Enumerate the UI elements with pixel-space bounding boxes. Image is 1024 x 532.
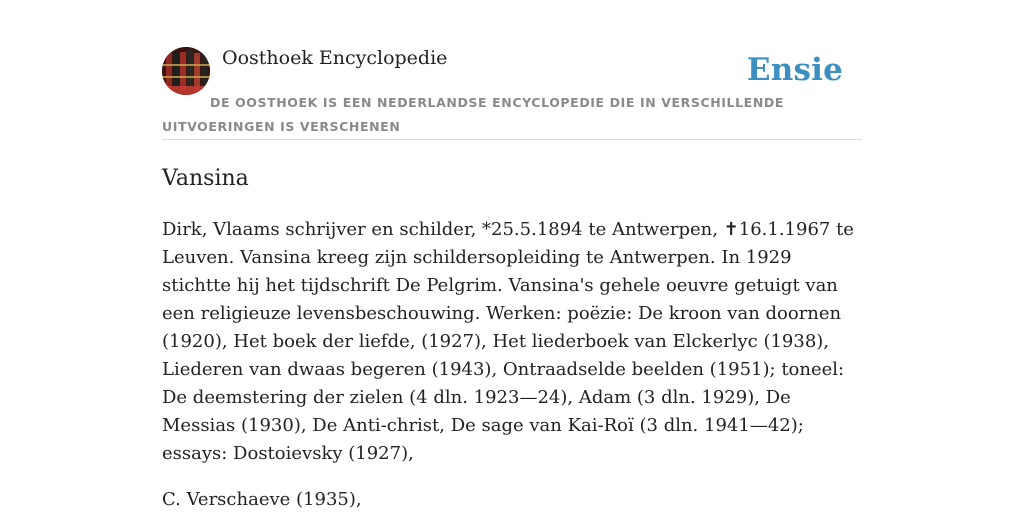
entry-title: Vansina xyxy=(162,166,249,191)
entry-paragraph: Dirk, Vlaams schrijver en schilder, *25.5.1894 te Antwerpen, ✝16.1.1967 te Leuven. Vansina kreeg zijn schildersopleiding te Antwerpen. In 1929 stichtte hij het tijdschrift De Pelgrim. Vansina's gehele oeuvre getuigt van een religieuze levensbeschouwing. Werken: poëzie: De kroon van doornen (1920), Het boek der liefde, (1927), Het liederboek van Elckerlyc (1938), Liederen van dwaas begeren (1943), Ontraadselde beelden (1951); toneel: De deemstering der zielen (4 dln. 1923—24), Adam (3 dln. 1929), De Messias (1930), De Anti-christ, De sage van Kai-Roï (3 dln. 1941—42); essays: Dostoievsky (1927), xyxy=(162,219,854,464)
ensie-logo[interactable]: Ensie xyxy=(746,52,843,88)
encyclopedia-books-icon[interactable] xyxy=(162,47,210,95)
entry-paragraph: C. Verschaeve (1935), xyxy=(162,489,362,510)
site-tagline: DE OOSTHOEK IS EEN NEDERLANDSE ENCYCLOPEDIE DIE IN VERSCHILLENDE UITVOERINGEN IS VERSCHENEN xyxy=(162,95,784,134)
site-title[interactable]: Oosthoek Encyclopedie xyxy=(222,47,448,69)
entry-body xyxy=(162,216,862,532)
header-divider xyxy=(162,139,862,140)
